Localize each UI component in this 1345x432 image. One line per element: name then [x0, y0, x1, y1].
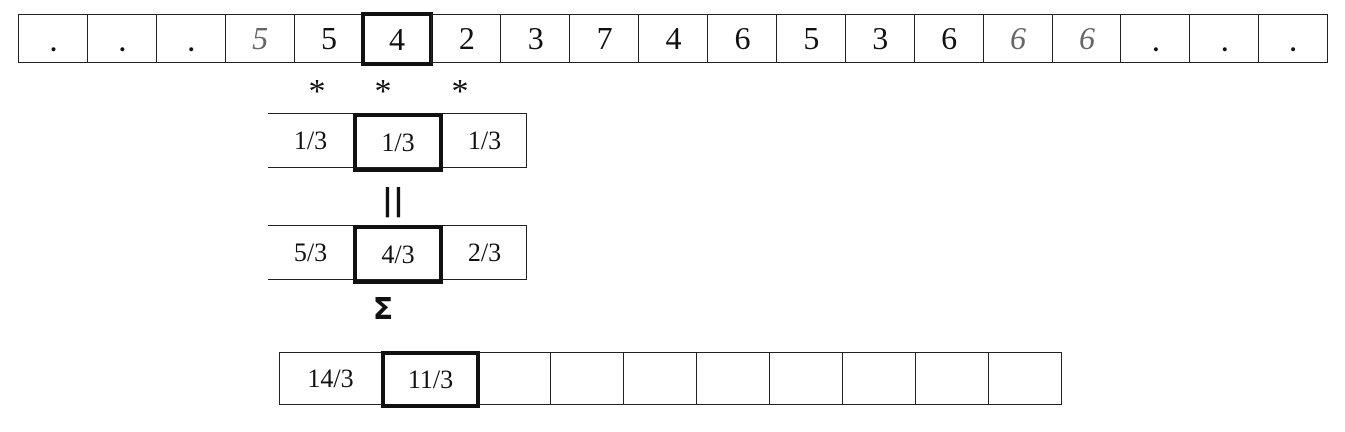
product-cell: 5/3	[268, 225, 354, 280]
kernel-cell: 1/3	[443, 113, 527, 168]
result-cell	[770, 352, 843, 405]
sequence-cell: 6	[707, 14, 777, 63]
sequence-cell: 5	[225, 14, 295, 63]
result-cell	[916, 352, 989, 405]
ellipsis-cell: .	[18, 14, 88, 63]
product-cell: 2/3	[443, 225, 527, 280]
result-cell	[479, 352, 551, 405]
sequence-cell: 5	[294, 14, 364, 63]
result-cell	[551, 352, 624, 405]
result-cell: 14/3	[279, 352, 382, 405]
kernel-cell-center: 1/3	[353, 113, 443, 172]
ellipsis-cell: .	[156, 14, 226, 63]
kernel-cell: 1/3	[268, 113, 354, 168]
sequence-cell: 6	[983, 14, 1053, 63]
equals-symbol: ||	[382, 183, 404, 218]
ellipsis-cell: .	[87, 14, 157, 63]
ellipsis-cell: .	[1189, 14, 1259, 63]
ellipsis-cell: .	[1120, 14, 1190, 63]
ellipsis-cell: .	[1258, 14, 1328, 63]
result-cell	[697, 352, 770, 405]
multiply-marker: *	[451, 73, 469, 110]
result-cell	[624, 352, 697, 405]
result-cell	[843, 352, 916, 405]
sequence-cell: 7	[569, 14, 639, 63]
sequence-cell: 3	[845, 14, 915, 63]
multiply-marker: *	[374, 73, 392, 110]
sequence-cell: 4	[638, 14, 708, 63]
sequence-cell: 6	[914, 14, 984, 63]
multiply-marker: *	[308, 73, 326, 110]
sequence-cell: 5	[776, 14, 846, 63]
sequence-cell: 3	[500, 14, 570, 63]
sequence-cell: 6	[1052, 14, 1122, 63]
product-cell-center: 4/3	[353, 225, 443, 284]
result-cell	[989, 352, 1062, 405]
sequence-cell: 2	[431, 14, 501, 63]
result-cell-focus: 11/3	[381, 351, 480, 408]
sequence-cell-focus: 4	[361, 12, 434, 66]
sum-symbol: Σ	[372, 292, 394, 327]
